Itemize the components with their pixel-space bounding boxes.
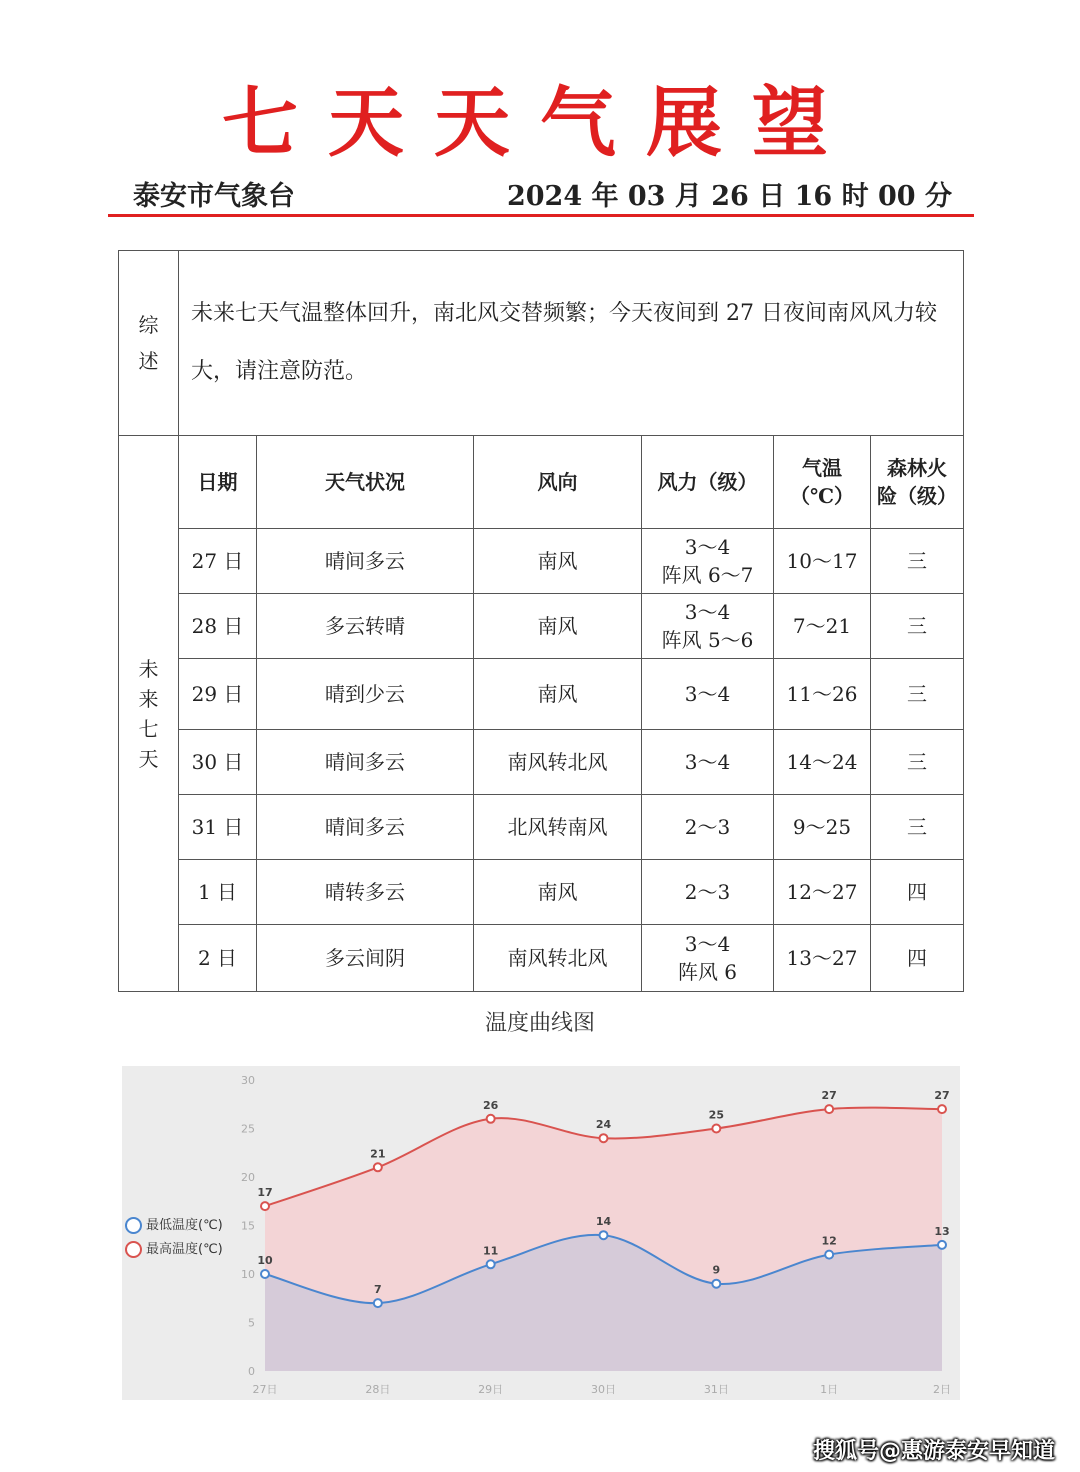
row-weather: 晴到少云 <box>257 659 474 730</box>
low-data-label: 10 <box>257 1254 273 1267</box>
high-point <box>374 1163 382 1171</box>
high-point <box>712 1125 720 1133</box>
low-point <box>487 1260 495 1268</box>
x-tick-label: 29日 <box>478 1383 504 1396</box>
row-temp: 7～21 <box>774 594 871 659</box>
low-data-label: 14 <box>595 1215 612 1229</box>
summary-label: 综述 <box>119 251 179 436</box>
row-wind-dir: 南风转北风 <box>474 730 642 795</box>
x-tick-label: 31日 <box>703 1383 729 1396</box>
high-data-label: 21 <box>370 1147 386 1161</box>
header-temp: 气温 （℃） <box>774 436 871 529</box>
x-tick-label: 27日 <box>252 1383 278 1396</box>
row-weather: 晴间多云 <box>257 529 474 594</box>
watermark: 搜狐号@惠游泰安早知道 <box>812 1439 1055 1464</box>
row-date: 31 日 <box>179 795 257 860</box>
header-wind-force: 风力（级） <box>642 436 774 529</box>
y-tick-label: 5 <box>248 1316 255 1330</box>
y-tick-label: 20 <box>241 1171 255 1184</box>
y-tick-label: 30 <box>241 1074 255 1087</box>
row-date: 28 日 <box>179 594 257 659</box>
low-data-label: 7 <box>374 1283 382 1297</box>
row-wind-force: 2～3 <box>642 795 774 860</box>
row-wind-dir: 南风 <box>474 659 642 730</box>
low-point <box>712 1280 720 1288</box>
row-wind-dir: 北风转南风 <box>474 795 642 860</box>
row-fire: 三 <box>871 795 964 860</box>
x-tick-label: 2日 <box>933 1383 951 1396</box>
legend-low-marker-icon <box>125 1217 142 1234</box>
chart-svg <box>122 1066 960 1400</box>
row-wind-dir: 南风 <box>474 594 642 659</box>
row-temp: 9～25 <box>774 795 871 860</box>
high-data-label: 27 <box>934 1089 950 1103</box>
row-weather: 多云转晴 <box>257 594 474 659</box>
row-wind-force: 2～3 <box>642 860 774 925</box>
row-fire: 三 <box>871 730 964 795</box>
high-data-label: 25 <box>708 1108 724 1122</box>
header-fire-risk: 森林火 险（级） <box>871 436 964 529</box>
y-tick-label: 15 <box>241 1219 255 1233</box>
low-point <box>825 1251 833 1259</box>
low-data-label: 13 <box>934 1224 950 1238</box>
low-data-label: 9 <box>712 1263 721 1277</box>
forecast-table <box>118 250 964 992</box>
row-date: 27 日 <box>179 529 257 594</box>
high-point <box>825 1105 833 1113</box>
row-wind-force: 3～4 <box>642 659 774 730</box>
low-point <box>261 1270 269 1278</box>
high-data-label: 24 <box>595 1118 612 1132</box>
low-data-label: 11 <box>483 1244 499 1258</box>
high-point <box>600 1134 608 1142</box>
table-row <box>119 529 964 594</box>
row-temp: 12～27 <box>774 860 871 925</box>
x-tick-label: 30日 <box>591 1383 616 1396</box>
high-point <box>938 1105 946 1113</box>
table-row <box>119 594 964 659</box>
row-fire: 四 <box>871 925 964 992</box>
row-wind-dir: 南风 <box>474 529 642 594</box>
table-row <box>119 730 964 795</box>
legend-high: 最高温度(℃) <box>125 1238 223 1258</box>
high-point <box>487 1115 495 1123</box>
table-row <box>119 659 964 730</box>
row-wind-force: 3～4 阵风 5～6 <box>642 594 774 659</box>
chart-title: 温度曲线图 <box>484 1011 595 1036</box>
table-row <box>119 925 964 992</box>
row-date: 29 日 <box>179 659 257 730</box>
summary-text: 未来七天气温整体回升，南北风交替频繁；今天夜间到 27 日夜间南风风力较大，请注意防范。 <box>179 251 964 436</box>
row-date: 2 日 <box>179 925 257 992</box>
low-point <box>938 1241 946 1249</box>
header-wind-dir: 风向 <box>474 436 642 529</box>
high-data-label: 17 <box>257 1186 273 1200</box>
row-weather: 晴间多云 <box>257 795 474 860</box>
row-weather: 晴转多云 <box>257 860 474 925</box>
header-weather: 天气状况 <box>257 436 474 529</box>
high-data-label: 26 <box>483 1098 499 1112</box>
row-wind-force: 3～4 <box>642 730 774 795</box>
issuer: 泰安市气象台 <box>133 181 295 212</box>
temperature-chart <box>122 1066 960 1400</box>
row-fire: 三 <box>871 529 964 594</box>
row-wind-dir: 南风转北风 <box>474 925 642 992</box>
high-data-label: 27 <box>821 1089 837 1103</box>
high-point <box>261 1202 269 1210</box>
legend-low: 最低温度(℃) <box>125 1214 223 1234</box>
low-point <box>374 1299 382 1307</box>
x-tick-label: 28日 <box>365 1383 391 1396</box>
page-title: 七天天气展望 <box>222 78 858 167</box>
row-wind-force: 3～4 阵风 6 <box>642 925 774 992</box>
x-tick-label: 1日 <box>820 1383 839 1396</box>
row-fire: 三 <box>871 594 964 659</box>
row-date: 30 日 <box>179 730 257 795</box>
row-temp: 14～24 <box>774 730 871 795</box>
row-wind-force: 3～4 阵风 6～7 <box>642 529 774 594</box>
row-wind-dir: 南风 <box>474 860 642 925</box>
row-temp: 11～26 <box>774 659 871 730</box>
header-divider <box>108 214 974 217</box>
table-row <box>119 795 964 860</box>
low-point <box>600 1231 608 1239</box>
table-row <box>119 860 964 925</box>
forecast-label: 未来七天 <box>119 436 179 992</box>
row-weather: 晴间多云 <box>257 730 474 795</box>
y-tick-label: 0 <box>248 1365 255 1378</box>
row-temp: 10～17 <box>774 529 871 594</box>
row-date: 1 日 <box>179 860 257 925</box>
row-fire: 三 <box>871 659 964 730</box>
y-tick-label: 10 <box>241 1268 255 1281</box>
row-temp: 13～27 <box>774 925 871 992</box>
issue-time: 2024 年 03 月 26 日 16 时 00 分 <box>506 181 952 212</box>
row-weather: 多云间阴 <box>257 925 474 992</box>
row-fire: 四 <box>871 860 964 925</box>
legend-high-marker-icon <box>125 1241 142 1258</box>
header-date: 日期 <box>179 436 257 529</box>
low-data-label: 12 <box>821 1234 837 1248</box>
y-tick-label: 25 <box>241 1122 255 1136</box>
